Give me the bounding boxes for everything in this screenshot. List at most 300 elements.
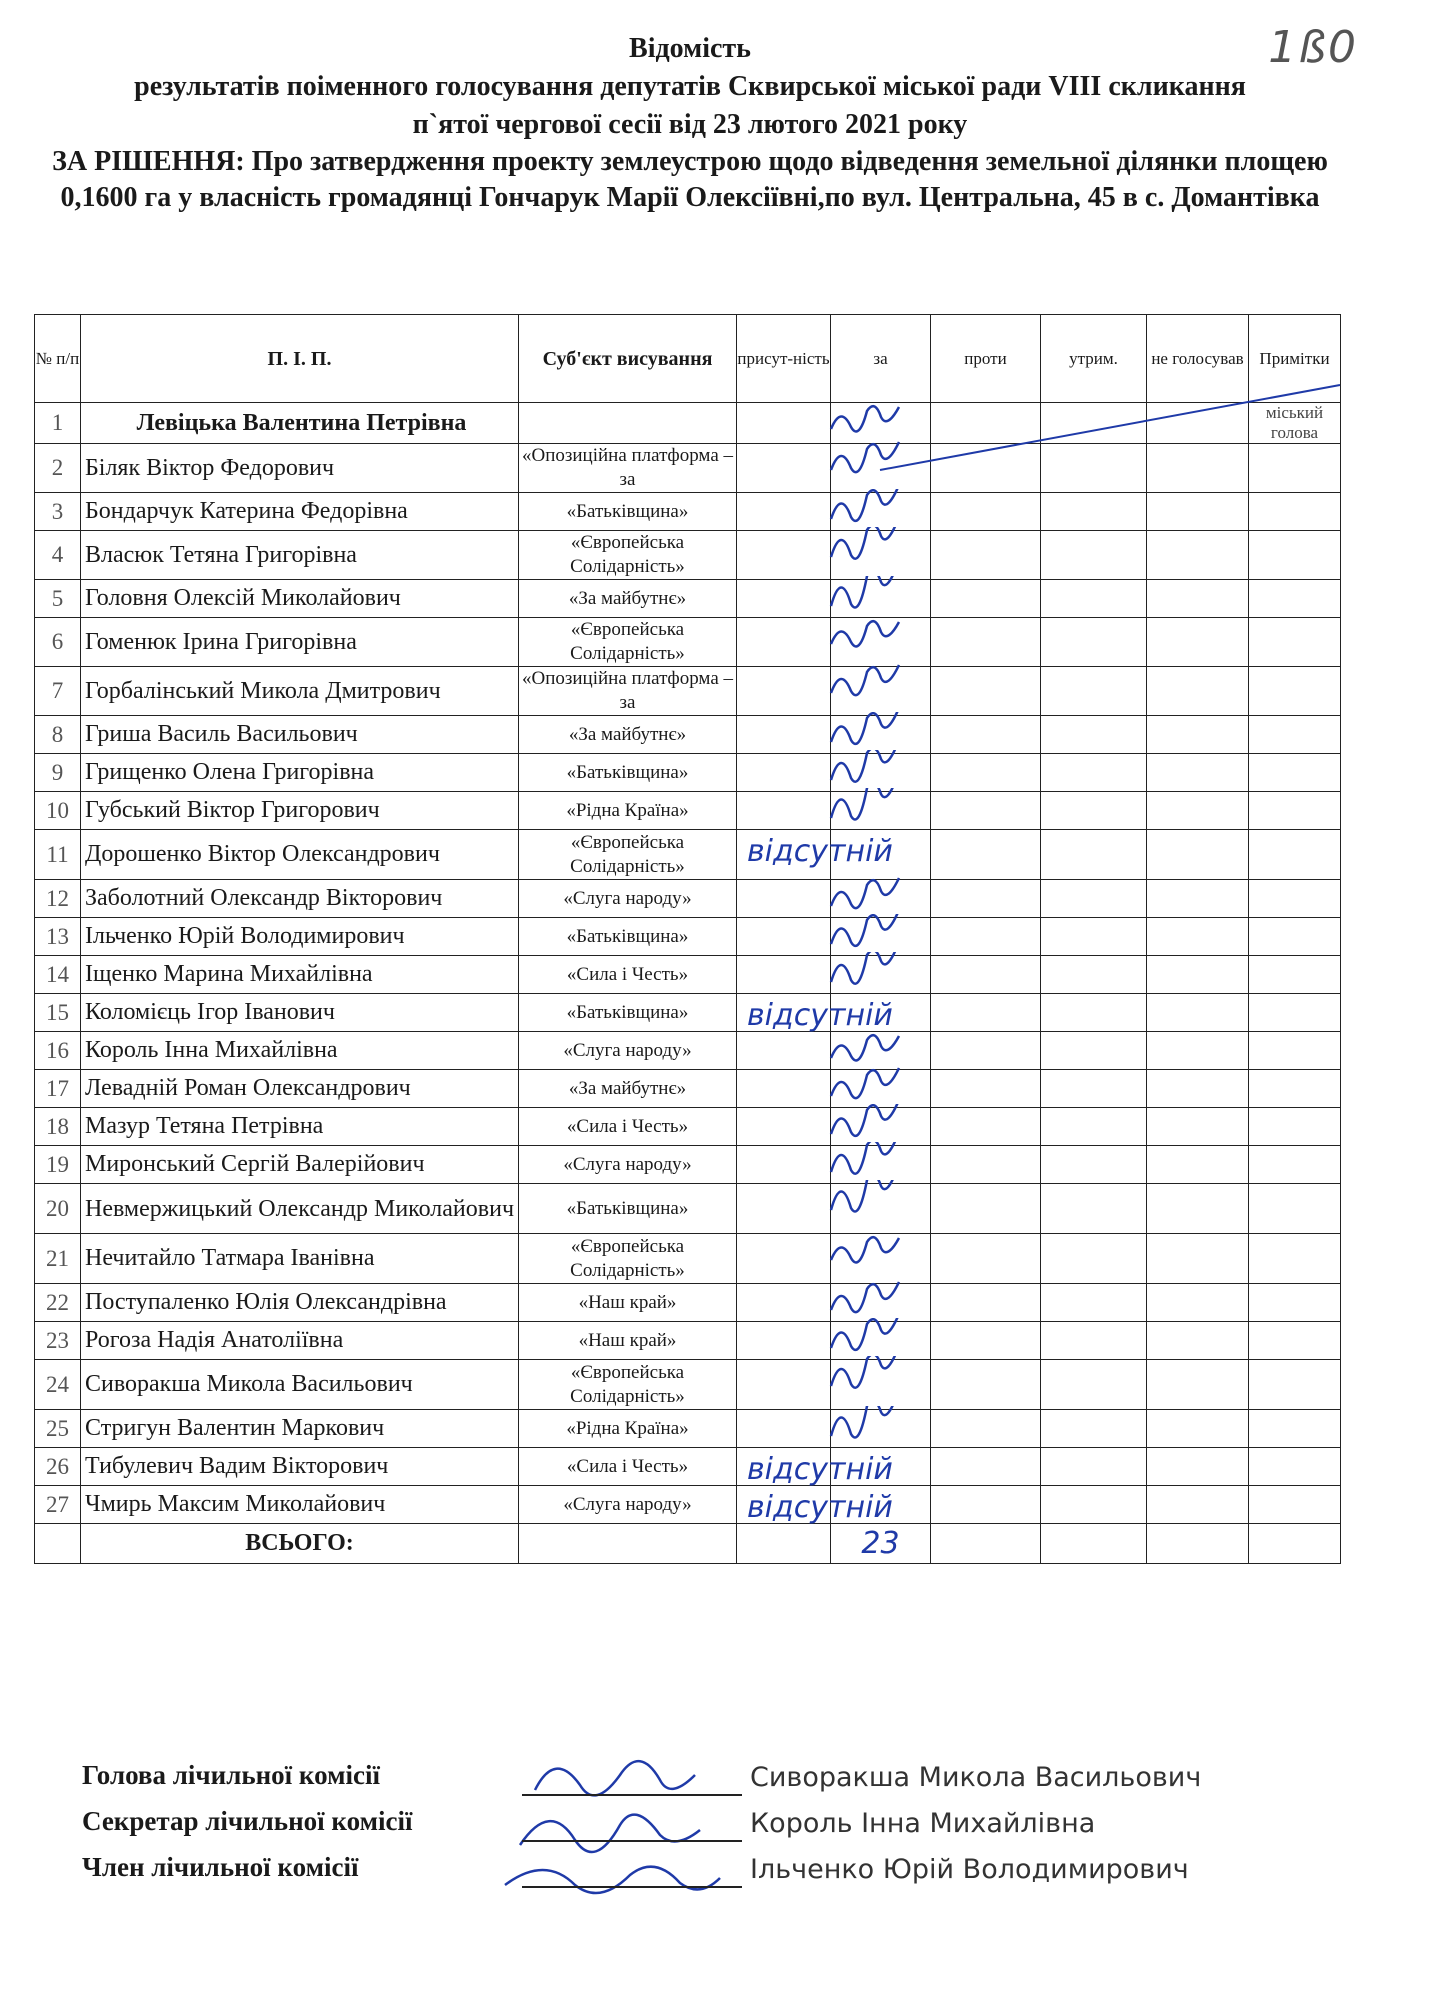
commission-role: Голова лічильної комісії <box>82 1760 380 1790</box>
signature-mark <box>823 952 913 996</box>
commission-member: Сиворакша Микола Васильович <box>750 1762 1202 1793</box>
table-row <box>35 754 1341 792</box>
abstain-cell <box>1041 1486 1147 1524</box>
against-cell <box>931 956 1041 994</box>
against-cell <box>931 880 1041 918</box>
row-number: 11 <box>35 830 81 880</box>
deputy-name: Біляк Віктор Федорович <box>81 444 519 493</box>
deputy-name: Левіцька Валентина Петрівна <box>81 403 519 444</box>
deputy-name: Бондарчук Катерина Федорівна <box>81 493 519 531</box>
for-cell <box>831 580 931 618</box>
deputy-name: Головня Олексій Миколайович <box>81 580 519 618</box>
signature-mark <box>823 440 913 484</box>
against-cell <box>931 493 1041 531</box>
not-voted-cell <box>1147 444 1249 493</box>
deputy-name: Губський Віктор Григорович <box>81 792 519 830</box>
abstain-cell <box>1041 830 1147 880</box>
table-row <box>35 1108 1341 1146</box>
table-row <box>35 618 1341 667</box>
note-cell <box>1249 1184 1341 1234</box>
commission-row <box>82 1760 1282 1806</box>
deputy-name: Горбалінський Микола Дмитрович <box>81 667 519 716</box>
abstain-cell <box>1041 1070 1147 1108</box>
signature-mark <box>823 663 913 707</box>
row-number: 12 <box>35 880 81 918</box>
note-cell <box>1249 1322 1341 1360</box>
row-number: 1 <box>35 403 81 444</box>
row-number: 24 <box>35 1360 81 1410</box>
present-cell <box>737 1146 831 1184</box>
table-row <box>35 716 1341 754</box>
row-number: 27 <box>35 1486 81 1524</box>
signature-line <box>522 1886 742 1888</box>
present-cell <box>737 493 831 531</box>
header-for: за <box>831 315 931 403</box>
for-cell <box>831 1284 931 1322</box>
table-row <box>35 1322 1341 1360</box>
not-voted-cell <box>1147 918 1249 956</box>
party-name: «Наш край» <box>519 1322 737 1360</box>
note-cell <box>1249 1486 1341 1524</box>
present-cell <box>737 667 831 716</box>
document-subtitle: результатів поіменного голосування депутатів Сквирської міської ради VIII скликання <box>134 71 1246 102</box>
table-row <box>35 1070 1341 1108</box>
table-row <box>35 403 1341 444</box>
against-cell <box>931 1184 1041 1234</box>
deputy-name: Невмержицький Олександр Миколайович <box>81 1184 519 1234</box>
table-row <box>35 1486 1341 1524</box>
deputy-name: Левадній Роман Олександрович <box>81 1070 519 1108</box>
not-voted-cell <box>1147 1070 1249 1108</box>
present-cell <box>737 1360 831 1410</box>
deputy-name: Мазур Тетяна Петрівна <box>81 1108 519 1146</box>
against-cell <box>931 618 1041 667</box>
note-cell <box>1249 1360 1341 1410</box>
note-cell <box>1249 1234 1341 1284</box>
note-cell <box>1249 754 1341 792</box>
header-abstain: утрим. <box>1041 315 1147 403</box>
table-row <box>35 493 1341 531</box>
party-name: «Сила і Честь» <box>519 1108 737 1146</box>
not-voted-cell <box>1147 716 1249 754</box>
table-row <box>35 667 1341 716</box>
against-cell <box>931 1410 1041 1448</box>
counting-commission <box>82 1760 1282 1898</box>
total-not-voted-cell <box>1147 1524 1249 1564</box>
not-voted-cell <box>1147 1284 1249 1322</box>
for-cell <box>831 716 931 754</box>
not-voted-cell <box>1147 1486 1249 1524</box>
row-number: 9 <box>35 754 81 792</box>
present-cell <box>737 1070 831 1108</box>
for-cell <box>831 1234 931 1284</box>
not-voted-cell <box>1147 1032 1249 1070</box>
not-voted-cell <box>1147 1184 1249 1234</box>
table-row <box>35 580 1341 618</box>
note-cell <box>1249 716 1341 754</box>
against-cell <box>931 667 1041 716</box>
for-cell <box>831 403 931 444</box>
note-cell <box>1249 830 1341 880</box>
page-number: 1ß0 <box>1268 22 1358 73</box>
signature-mark <box>823 1180 913 1224</box>
note-cell <box>1249 792 1341 830</box>
note-cell <box>1249 1448 1341 1486</box>
abstain-cell <box>1041 1448 1147 1486</box>
total-for-value: 23 <box>861 1526 900 1561</box>
signature-mark <box>823 1356 913 1400</box>
abstain-cell <box>1041 880 1147 918</box>
commission-row <box>82 1806 1282 1852</box>
party-name: «Батьківщина» <box>519 994 737 1032</box>
abstain-cell <box>1041 531 1147 580</box>
against-cell <box>931 444 1041 493</box>
table-row <box>35 1284 1341 1322</box>
party-name: «Батьківщина» <box>519 754 737 792</box>
against-cell <box>931 994 1041 1032</box>
for-cell <box>831 1032 931 1070</box>
party-name: «Опозиційна платформа – за <box>519 444 737 493</box>
party-name: «За майбутнє» <box>519 580 737 618</box>
table-row <box>35 444 1341 493</box>
present-cell <box>737 754 831 792</box>
present-cell <box>737 580 831 618</box>
against-cell <box>931 918 1041 956</box>
abstain-cell <box>1041 1032 1147 1070</box>
table-row <box>35 1448 1341 1486</box>
party-name: «Батьківщина» <box>519 918 737 956</box>
signature-mark <box>823 788 913 832</box>
deputy-name: Рогоза Надія Анатоліївна <box>81 1322 519 1360</box>
not-voted-cell <box>1147 1234 1249 1284</box>
against-cell <box>931 1108 1041 1146</box>
header-notes: Примітки <box>1249 315 1341 403</box>
party-name: «Європейська Солідарність» <box>519 1360 737 1410</box>
against-cell <box>931 1070 1041 1108</box>
for-cell <box>831 1070 931 1108</box>
deputy-name: Король Інна Михайлівна <box>81 1032 519 1070</box>
total-present-cell <box>737 1524 831 1564</box>
against-cell <box>931 1146 1041 1184</box>
present-cell <box>737 1032 831 1070</box>
row-number: 21 <box>35 1234 81 1284</box>
total-against-cell <box>931 1524 1041 1564</box>
present-cell <box>737 994 893 1033</box>
present-cell <box>737 1448 893 1487</box>
signature-mark <box>823 399 913 443</box>
total-num-cell <box>35 1524 81 1564</box>
absent-mark: відсутній <box>747 1452 893 1487</box>
signature-mark <box>823 1230 913 1274</box>
deputy-name: Стригун Валентин Маркович <box>81 1410 519 1448</box>
row-number: 22 <box>35 1284 81 1322</box>
against-cell <box>931 1360 1041 1410</box>
row-number: 15 <box>35 994 81 1032</box>
against-cell <box>931 580 1041 618</box>
for-cell <box>831 956 931 994</box>
present-cell <box>737 1410 831 1448</box>
header-party: Суб'єкт висування <box>519 315 737 403</box>
note-cell <box>1249 1108 1341 1146</box>
table-row <box>35 531 1341 580</box>
abstain-cell <box>1041 792 1147 830</box>
not-voted-cell <box>1147 580 1249 618</box>
for-cell <box>831 531 931 580</box>
abstain-cell <box>1041 994 1147 1032</box>
abstain-cell <box>1041 493 1147 531</box>
note-cell: міський голова <box>1249 403 1341 444</box>
header-name: П. І. П. <box>81 315 519 403</box>
deputy-name: Ільченко Юрій Володимирович <box>81 918 519 956</box>
session-line: п`ятої чергової сесії від 23 лютого 2021 року <box>412 109 968 140</box>
against-cell <box>931 531 1041 580</box>
present-cell <box>737 618 831 667</box>
table-row <box>35 994 1341 1032</box>
row-number: 20 <box>35 1184 81 1234</box>
note-cell <box>1249 994 1341 1032</box>
not-voted-cell <box>1147 1108 1249 1146</box>
party-name: «Слуга народу» <box>519 880 737 918</box>
abstain-cell <box>1041 1360 1147 1410</box>
table-row <box>35 1360 1341 1410</box>
total-party-cell <box>519 1524 737 1564</box>
not-voted-cell <box>1147 403 1249 444</box>
note-cell <box>1249 618 1341 667</box>
present-cell <box>737 956 831 994</box>
deputy-name: Поступаленко Юлія Олександрівна <box>81 1284 519 1322</box>
party-name: «Сила і Честь» <box>519 956 737 994</box>
against-cell <box>931 1234 1041 1284</box>
present-cell <box>737 918 831 956</box>
row-number: 6 <box>35 618 81 667</box>
table-row <box>35 792 1341 830</box>
party-name: «За майбутнє» <box>519 1070 737 1108</box>
deputy-name: Миронський Сергій Валерійович <box>81 1146 519 1184</box>
total-for-cell <box>831 1524 931 1564</box>
header-present: присут-ність <box>737 315 831 403</box>
present-cell <box>737 830 893 880</box>
signature-mark <box>823 614 913 658</box>
table-row <box>35 880 1341 918</box>
not-voted-cell <box>1147 1322 1249 1360</box>
signature-line <box>522 1840 742 1842</box>
party-name: «Слуга народу» <box>519 1032 737 1070</box>
present-cell <box>737 403 831 444</box>
abstain-cell <box>1041 918 1147 956</box>
note-cell <box>1249 1032 1341 1070</box>
against-cell <box>931 792 1041 830</box>
deputy-name: Грищенко Олена Григорівна <box>81 754 519 792</box>
header-num: № п/п <box>35 315 81 403</box>
party-name: «Рідна Країна» <box>519 1410 737 1448</box>
commission-member: Король Інна Михайлівна <box>750 1808 1096 1839</box>
row-number: 23 <box>35 1322 81 1360</box>
row-number: 8 <box>35 716 81 754</box>
row-number: 26 <box>35 1448 81 1486</box>
decision-text: ЗА РІШЕННЯ: Про затвердження проекту землеустрою щодо відведення земельної ділянки площею 0,1600 га у власність громадянці Гончарук Марії Олексіївні,по вул. Центральна, 45 в с. Домантівка <box>52 146 1328 213</box>
header-against: проти <box>931 315 1041 403</box>
not-voted-cell <box>1147 493 1249 531</box>
for-cell <box>831 1410 931 1448</box>
party-name: «Батьківщина» <box>519 493 737 531</box>
deputy-name: Сиворакша Микола Васильович <box>81 1360 519 1410</box>
not-voted-cell <box>1147 1146 1249 1184</box>
abstain-cell <box>1041 956 1147 994</box>
table-row <box>35 1032 1341 1070</box>
present-cell <box>737 880 831 918</box>
for-cell <box>831 792 931 830</box>
abstain-cell <box>1041 754 1147 792</box>
voting-table <box>34 314 1341 1564</box>
present-cell <box>737 1184 831 1234</box>
note-cell <box>1249 1284 1341 1322</box>
table-row <box>35 956 1341 994</box>
against-cell <box>931 754 1041 792</box>
not-voted-cell <box>1147 792 1249 830</box>
for-cell <box>831 1184 931 1234</box>
document-title: Відомість <box>629 33 751 64</box>
commission-row <box>82 1852 1282 1898</box>
for-cell <box>831 1360 931 1410</box>
abstain-cell <box>1041 403 1147 444</box>
for-cell <box>831 880 931 918</box>
deputy-name: Іщенко Марина Михайлівна <box>81 956 519 994</box>
not-voted-cell <box>1147 1360 1249 1410</box>
for-cell <box>831 754 931 792</box>
document-header <box>40 30 1340 216</box>
note-cell <box>1249 444 1341 493</box>
note-cell <box>1249 493 1341 531</box>
present-cell <box>737 1486 893 1525</box>
party-name: «Європейська Солідарність» <box>519 1234 737 1284</box>
row-number: 10 <box>35 792 81 830</box>
row-number: 4 <box>35 531 81 580</box>
abstain-cell <box>1041 1234 1147 1284</box>
party-name: «Батьківщина» <box>519 1184 737 1234</box>
deputy-name: Заболотний Олександр Вікторович <box>81 880 519 918</box>
party-name: «Слуга народу» <box>519 1146 737 1184</box>
deputy-name: Коломієць Ігор Іванович <box>81 994 519 1032</box>
deputy-name: Нечитайло Татмара Іванівна <box>81 1234 519 1284</box>
not-voted-cell <box>1147 754 1249 792</box>
against-cell <box>931 1486 1041 1524</box>
deputy-name: Тибулевич Вадим Вікторович <box>81 1448 519 1486</box>
note-cell <box>1249 880 1341 918</box>
not-voted-cell <box>1147 1448 1249 1486</box>
note-cell <box>1249 580 1341 618</box>
for-cell <box>831 1322 931 1360</box>
total-abstain-cell <box>1041 1524 1147 1564</box>
signature-mark <box>823 527 913 571</box>
for-cell <box>831 618 931 667</box>
present-cell <box>737 444 831 493</box>
table-row <box>35 918 1341 956</box>
note-cell <box>1249 1146 1341 1184</box>
not-voted-cell <box>1147 956 1249 994</box>
abstain-cell <box>1041 1146 1147 1184</box>
note-cell <box>1249 667 1341 716</box>
against-cell <box>931 716 1041 754</box>
note-cell <box>1249 1070 1341 1108</box>
absent-mark: відсутній <box>747 834 893 869</box>
party-name: «Європейська Солідарність» <box>519 531 737 580</box>
absent-mark: відсутній <box>747 998 893 1033</box>
deputy-name: Власюк Тетяна Григорівна <box>81 531 519 580</box>
abstain-cell <box>1041 1410 1147 1448</box>
commission-member: Ільченко Юрій Володимирович <box>750 1854 1189 1885</box>
note-cell <box>1249 1410 1341 1448</box>
present-cell <box>737 1234 831 1284</box>
abstain-cell <box>1041 444 1147 493</box>
row-number: 13 <box>35 918 81 956</box>
table-row <box>35 1234 1341 1284</box>
table-row <box>35 1146 1341 1184</box>
deputy-name: Дорошенко Віктор Олександрович <box>81 830 519 880</box>
row-number: 7 <box>35 667 81 716</box>
row-number: 17 <box>35 1070 81 1108</box>
not-voted-cell <box>1147 667 1249 716</box>
row-number: 3 <box>35 493 81 531</box>
present-cell <box>737 1322 831 1360</box>
absent-mark: відсутній <box>747 1490 893 1525</box>
not-voted-cell <box>1147 880 1249 918</box>
for-cell <box>831 444 931 493</box>
row-number: 19 <box>35 1146 81 1184</box>
abstain-cell <box>1041 618 1147 667</box>
present-cell <box>737 1284 831 1322</box>
not-voted-cell <box>1147 1410 1249 1448</box>
abstain-cell <box>1041 1184 1147 1234</box>
against-cell <box>931 1322 1041 1360</box>
against-cell <box>931 1448 1041 1486</box>
header-not-voted: не голосував <box>1147 315 1249 403</box>
party-name: «Слуга народу» <box>519 1486 737 1524</box>
total-label: ВСЬОГО: <box>81 1524 519 1564</box>
note-cell <box>1249 956 1341 994</box>
not-voted-cell <box>1147 994 1249 1032</box>
for-cell <box>831 667 931 716</box>
note-cell <box>1249 531 1341 580</box>
row-number: 16 <box>35 1032 81 1070</box>
party-name: «Європейська Солідарність» <box>519 830 737 880</box>
signature-line <box>522 1794 742 1796</box>
row-number: 25 <box>35 1410 81 1448</box>
against-cell <box>931 830 1041 880</box>
abstain-cell <box>1041 1108 1147 1146</box>
not-voted-cell <box>1147 618 1249 667</box>
for-cell <box>831 1108 931 1146</box>
deputy-name: Гоменюк Ірина Григорівна <box>81 618 519 667</box>
for-cell <box>831 918 931 956</box>
against-cell <box>931 403 1041 444</box>
row-number: 5 <box>35 580 81 618</box>
table-row <box>35 830 1341 880</box>
note-cell <box>1249 918 1341 956</box>
abstain-cell <box>1041 1284 1147 1322</box>
against-cell <box>931 1032 1041 1070</box>
party-name <box>519 403 737 444</box>
party-name: «За майбутнє» <box>519 716 737 754</box>
party-name: «Рідна Країна» <box>519 792 737 830</box>
party-name: «Опозиційна платформа – за <box>519 667 737 716</box>
for-cell <box>831 493 931 531</box>
commission-role: Член лічильної комісії <box>82 1852 359 1882</box>
abstain-cell <box>1041 1322 1147 1360</box>
for-cell <box>831 1146 931 1184</box>
abstain-cell <box>1041 667 1147 716</box>
abstain-cell <box>1041 580 1147 618</box>
deputy-name: Гриша Василь Васильович <box>81 716 519 754</box>
